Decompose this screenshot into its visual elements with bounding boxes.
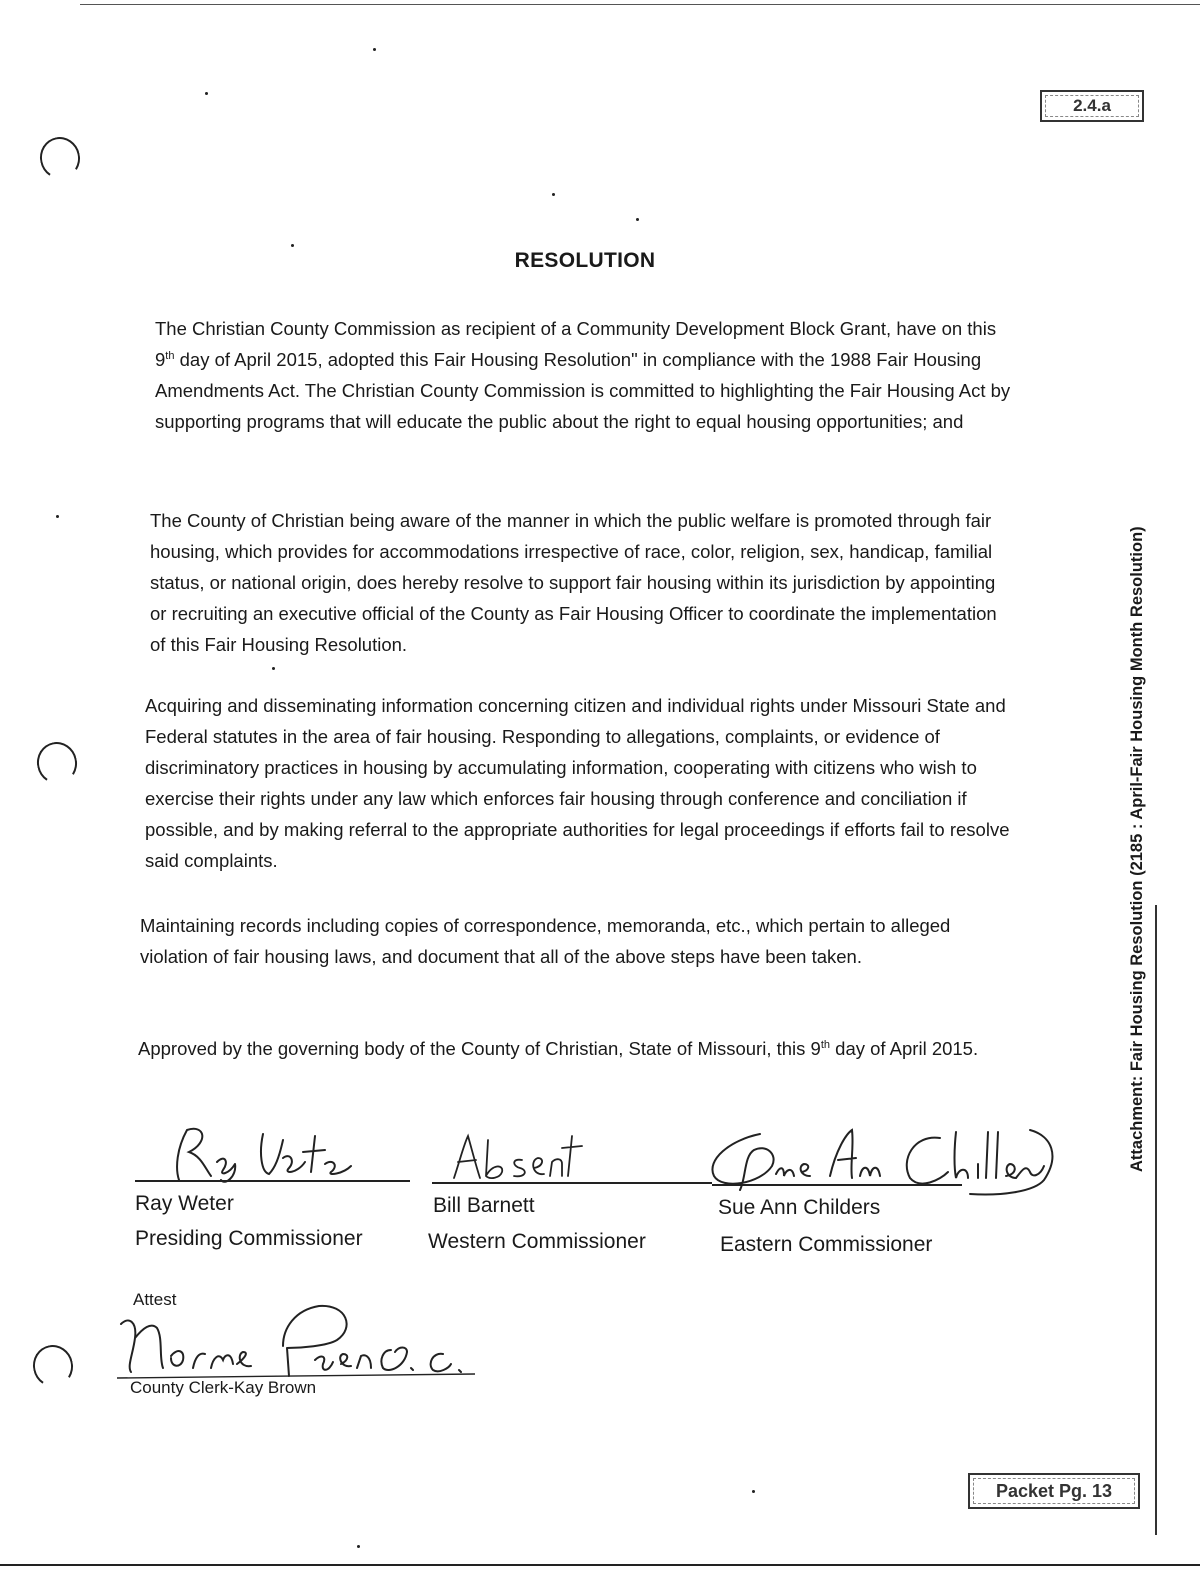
signature-ray-weter: [165, 1118, 365, 1188]
scan-speck: [552, 193, 555, 196]
punch-hole-icon: [36, 133, 84, 182]
signature-line: [432, 1182, 712, 1184]
punch-hole-icon: [33, 738, 81, 787]
packet-page-label: Packet Pg. 13: [995, 1481, 1113, 1501]
bottom-edge-line: [0, 1564, 1200, 1566]
scan-speck: [272, 667, 275, 670]
signatory-role: Eastern Commissioner: [720, 1233, 933, 1256]
right-margin-line: [1155, 905, 1157, 1535]
scan-speck: [205, 92, 208, 95]
scan-speck: [291, 244, 294, 247]
paragraph-records: Maintaining records including copies of correspondence, memoranda, etc., which pertain to alleged violation of fair housing laws, and document that all of the above steps have been taken.: [140, 915, 951, 967]
signatory-name: Ray Weter: [135, 1192, 234, 1215]
paragraph-approval: Approved by the governing body of the County of Christian, State of Missouri, this 9th day of April 2015.: [138, 1038, 979, 1059]
scan-speck: [636, 218, 639, 221]
attachment-badge: [1040, 90, 1144, 122]
attachment-side-label: Attachment: Fair Housing Resolution (2185 : April-Fair Housing Month Resolution): [1128, 526, 1146, 1172]
punch-hole-icon: [29, 1341, 77, 1390]
signature-attest: [115, 1298, 485, 1388]
signatory-name: Bill Barnett: [433, 1194, 535, 1217]
paragraph-commitment: The Christian County Commission as recipient of a Community Development Block Grant, have on this 9th day of April 2015, adopted this Fair Housing Resolution" in compliance with the 1988 Fair Housing Amendments Act. The Christian County Commission is committed to highlighting the Fair Housing Act by supporting programs that will educate the public about the right to equal housing opportunities; and: [155, 318, 1011, 432]
signature-absent: [448, 1130, 588, 1186]
scan-speck: [373, 48, 376, 51]
attest-label: Attest: [133, 1290, 177, 1309]
signature-sue-ann-childers: [700, 1120, 1060, 1200]
packet-page-badge: [968, 1473, 1140, 1509]
document-title: RESOLUTION: [514, 249, 656, 272]
signatory-name: Sue Ann Childers: [718, 1196, 881, 1219]
scan-speck: [752, 1490, 755, 1493]
paragraph-duties: Acquiring and disseminating information concerning citizen and individual rights under Missouri State and Federal statutes in the area of fair housing. Responding to allegations, complaints, or evidence of discriminatory practices in housing by accumulating information, cooperating with citizens who wish to exercise their rights under any law which enforces fair housing through conference and conciliation if possible, and by making referral to the appropriate authorities for legal proceedings if efforts fail to resolve said complaints.: [145, 695, 1010, 871]
top-edge-line: [80, 4, 1200, 5]
signature-line: [135, 1180, 410, 1182]
clerk-name: County Clerk-Kay Brown: [130, 1378, 317, 1397]
scan-speck: [56, 515, 59, 518]
attachment-badge-label: 2.4.a: [1073, 96, 1111, 115]
signatory-role: Western Commissioner: [428, 1230, 646, 1253]
signature-line: [712, 1184, 962, 1186]
scan-speck: [357, 1545, 360, 1548]
signatory-role: Presiding Commissioner: [135, 1227, 363, 1250]
paragraph-resolve: The County of Christian being aware of the manner in which the public welfare is promoted through fair housing, which provides for accommodations irrespective of race, color, religion, sex, handicap, familial status, or national origin, does hereby resolve to support fair housing within its jurisdiction by appointing or recruiting an executive official of the County as Fair Housing Officer to coordinate the implementation of this Fair Housing Resolution.: [150, 510, 997, 655]
